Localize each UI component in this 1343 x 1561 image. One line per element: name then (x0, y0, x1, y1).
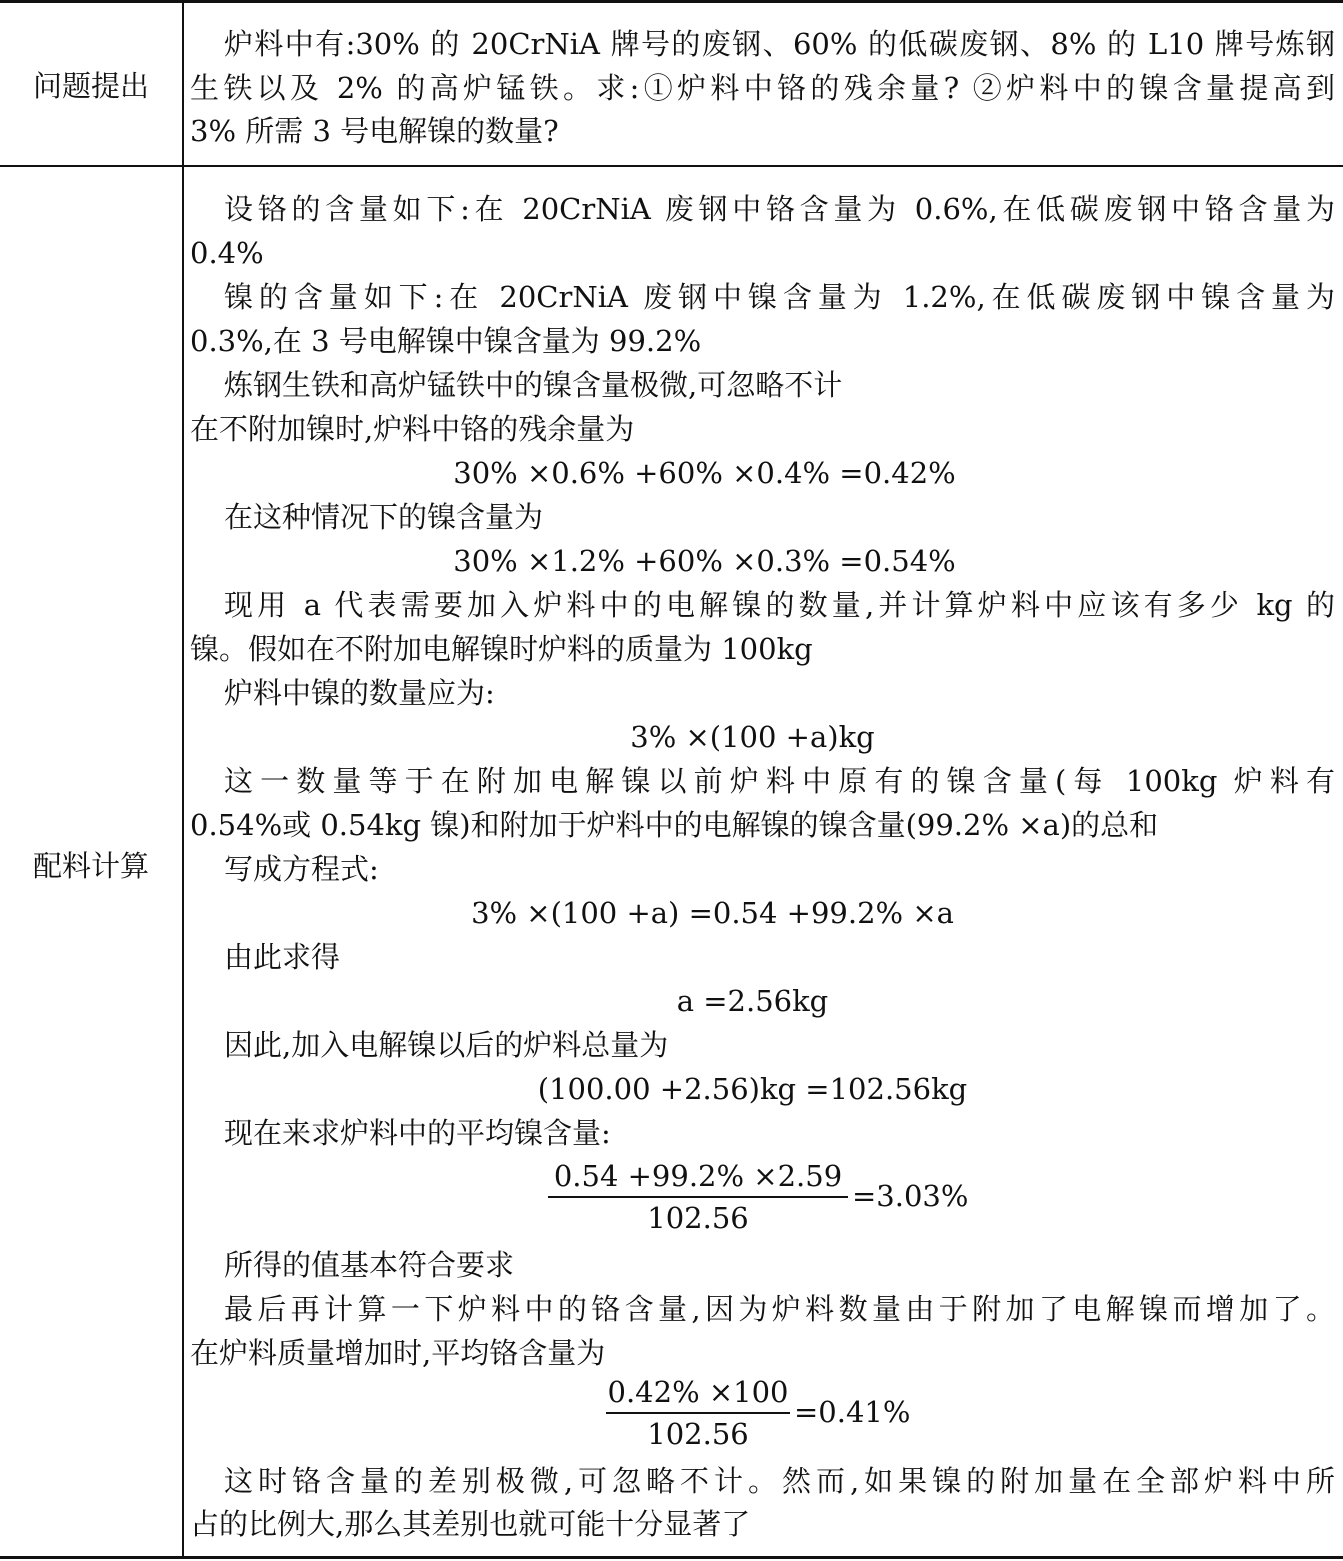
text-line: 3% 所需 3 号电解镍的数量? (190, 114, 559, 148)
text-line: 0.54%或 0.54kg 镍)和附加于炉料中的电解镍的镍含量(99.2% ×a)的总和 (190, 808, 1159, 842)
text-line: 炉料中有:30% 的 20CrNiA 牌号的废钢、60% 的低碳废钢、8% 的 L10 牌号炼钢 (224, 27, 1335, 61)
text-line: 0.3%,在 3 号电解镍中镍含量为 99.2% (190, 324, 702, 358)
equation-line: 30% ×1.2% +60% ×0.3% =0.54% (453, 544, 956, 578)
equation-line: 30% ×0.6% +60% ×0.4% =0.42% (453, 456, 956, 490)
equation-line: a =2.56kg (676, 984, 829, 1018)
fraction-chromium-average (190, 1374, 1335, 1458)
fraction-denominator: 102.56 (647, 1417, 749, 1451)
row-divider (0, 165, 1343, 167)
fraction-bar (548, 1196, 848, 1198)
text-line: 占的比例大,那么其差别也就可能十分显著了 (190, 1507, 751, 1541)
text-line: 最后再计算一下炉料中的铬含量,因为炉料数量由于附加了电解镍而增加了。 (224, 1292, 1335, 1326)
top-rule (0, 0, 1343, 3)
text-line: 炉料中镍的数量应为: (224, 676, 495, 710)
fraction-result: =0.41% (794, 1395, 911, 1429)
text-line: 炼钢生铁和高炉锰铁中的镍含量极微,可忽略不计 (224, 368, 843, 402)
text-line: 在这种情况下的镍含量为 (224, 500, 544, 534)
fraction-numerator: 0.42% ×100 (607, 1375, 789, 1409)
text-line: 现在来求炉料中的平均镍含量: (224, 1116, 611, 1150)
fraction-nickel-average (190, 1158, 1335, 1242)
text-line: 所得的值基本符合要求 (224, 1248, 515, 1282)
text-line: 镍。假如在不附加电解镍时炉料的质量为 100kg (190, 632, 813, 666)
text-line: 现用 a 代表需要加入炉料中的电解镍的数量,并计算炉料中应该有多少 kg 的 (224, 588, 1335, 622)
text-line: 这时铬含量的差别极微,可忽略不计。然而,如果镍的附加量在全部炉料中所 (224, 1464, 1335, 1498)
text-line: 在炉料质量增加时,平均铬含量为 (190, 1336, 606, 1370)
text-line: 写成方程式: (224, 852, 379, 886)
text-line: 由此求得 (224, 940, 341, 974)
column-divider (182, 0, 184, 1559)
bottom-rule (0, 1556, 1343, 1559)
text-line: 在不附加镍时,炉料中铬的残余量为 (190, 412, 635, 446)
fraction-denominator: 102.56 (647, 1201, 749, 1235)
text-line: 这一数量等于在附加电解镍以前炉料中原有的镍含量(每 100kg 炉料有 (224, 764, 1335, 798)
fraction-result: =3.03% (852, 1179, 969, 1213)
equation-line: 3% ×(100 +a)kg (630, 720, 875, 754)
text-line: 因此,加入电解镍以后的炉料总量为 (224, 1028, 669, 1062)
text-line: 0.4% (190, 236, 264, 270)
equation-line: 3% ×(100 +a) =0.54 +99.2% ×a (471, 896, 954, 930)
equation-line: (100.00 +2.56)kg =102.56kg (537, 1072, 968, 1106)
row-label-calculation: 配料计算 (32, 849, 149, 883)
text-line: 设铬的含量如下:在 20CrNiA 废钢中铬含量为 0.6%,在低碳废钢中铬含量为 (224, 192, 1335, 226)
row-label-problem: 问题提出 (32, 69, 149, 103)
fraction-bar (606, 1412, 790, 1414)
fraction-numerator: 0.54 +99.2% ×2.59 (553, 1159, 843, 1193)
text-line: 镍的含量如下:在 20CrNiA 废钢中镍含量为 1.2%,在低碳废钢中镍含量为 (224, 280, 1335, 314)
text-line: 生铁以及 2% 的高炉锰铁。求:①炉料中铬的残余量? ②炉料中的镍含量提高到 (190, 71, 1335, 105)
